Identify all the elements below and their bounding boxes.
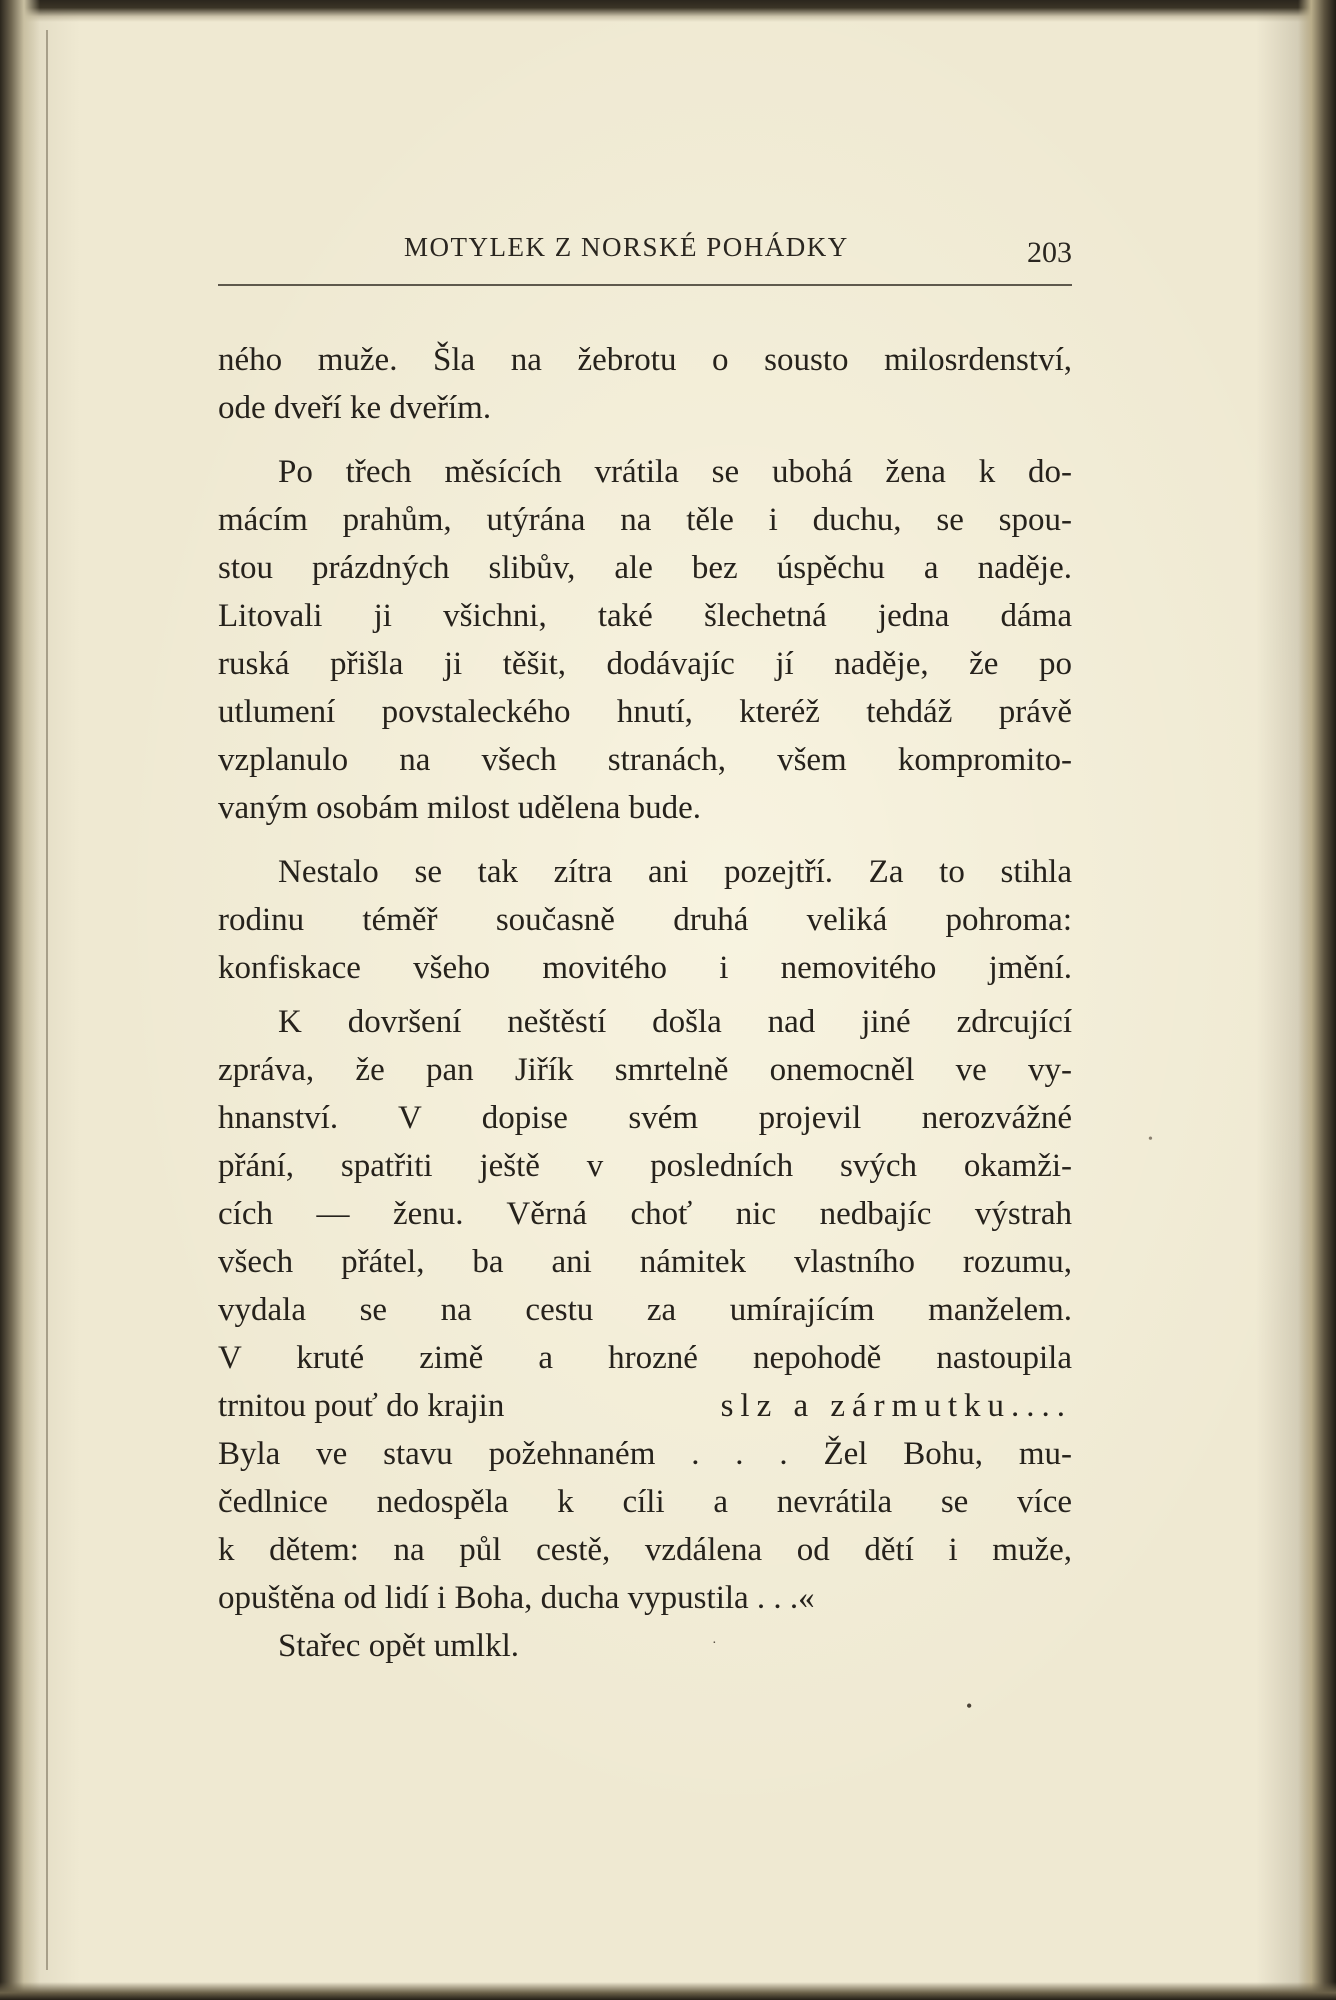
text-line: konfiskace všeho movitého i nemovitého jmění. (218, 950, 1072, 986)
text-line: čedlnice nedospěla k cíli a nevrátila se více (218, 1484, 1072, 1520)
text-line: všech přátel, ba ani námitek vlastního rozumu, (218, 1244, 1072, 1280)
page-bottom-edge (0, 1982, 1336, 2000)
text-line: K dovršení neštěstí došla nad jiné zdrcující (278, 1004, 1072, 1040)
text-line: vzplanulo na všech stranách, všem kompromito- (218, 742, 1072, 778)
page-left-fold (46, 30, 48, 1970)
text-line: rodinu téměř současně druhá veliká pohroma: (218, 902, 1072, 938)
text-line: utlumení povstaleckého hnutí, kteréž tehdáž právě (218, 694, 1072, 730)
text-line: Stařec opět umlkl. (278, 1628, 520, 1664)
page-right-edge (1298, 0, 1336, 2000)
page-left-edge (0, 0, 40, 2000)
page-top-shadow (0, 0, 1336, 22)
text-line: zpráva, že pan Jiřík smrtelně onemocněl ve vy- (218, 1052, 1072, 1088)
text-line: Po třech měsících vrátila se ubohá žena k do- (278, 454, 1072, 490)
text-line: vydala se na cestu za umírajícím manželem. (218, 1292, 1072, 1328)
text-line: Nestalo se tak zítra ani pozejtří. Za to stihla (278, 854, 1072, 890)
text-line: ruská přišla ji těšit, dodávajíc jí naděje, že po (218, 646, 1072, 682)
running-title: MOTYLEK Z NORSKÉ POHÁDKY (404, 232, 849, 262)
text-line-start: trnitou pouť do krajin (218, 1388, 505, 1424)
body-text (218, 336, 1072, 1670)
text-line: stou prázdných slibův, ale bez úspěchu a naděje. (218, 550, 1072, 586)
text-line: vaným osobám milost udělena bude. (218, 790, 701, 826)
text-line: hnanství. V dopise svém projevil nerozvážné (218, 1100, 1072, 1136)
ink-speck: · (712, 1636, 717, 1651)
ink-speck: • (966, 1696, 973, 1716)
text-line-spaced-emphasis: slz a zármutku.... (720, 1388, 1072, 1424)
text-line: Byla ve stavu požehnaném . . . Žel Bohu, mu- (218, 1436, 1072, 1472)
text-line: opuštěna od lidí i Boha, ducha vypustila . . .« (218, 1580, 815, 1616)
text-line: V kruté zimě a hrozné nepohodě nastoupila (218, 1340, 1072, 1376)
text-line: Litovali ji všichni, také šlechetná jedna dáma (218, 598, 1072, 634)
header-rule (218, 284, 1072, 286)
text-line: ode dveří ke dveřím. (218, 390, 492, 426)
text-line: ného muže. Šla na žebrotu o sousto milosrdenství, (218, 342, 1072, 378)
text-line: cích — ženu. Věrná choť nic nedbajíc výstrah (218, 1196, 1072, 1232)
text-line (218, 1382, 1072, 1430)
text-line: přání, spatřiti ještě v posledních svých okamži- (218, 1148, 1072, 1184)
page-number: 203 (1027, 236, 1072, 269)
ink-speck: • (1148, 1132, 1153, 1147)
page-header (218, 228, 1072, 278)
text-line: mácím prahům, utýrána na těle i duchu, se spou- (218, 502, 1072, 538)
text-line: k dětem: na půl cestě, vzdálena od dětí i muže, (218, 1532, 1072, 1568)
